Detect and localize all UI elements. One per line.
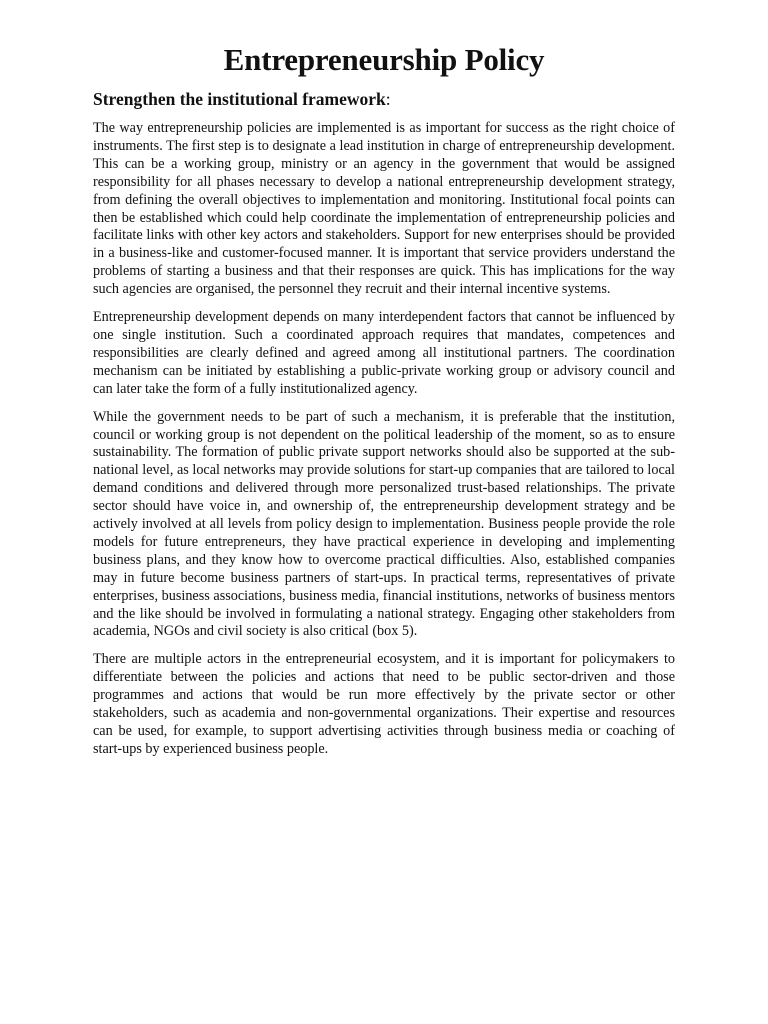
section-heading-colon: : (385, 89, 391, 109)
section-heading (93, 88, 675, 110)
paragraph-2: Entrepreneurship development depends on many interdependent factors that cannot be influenced by one single institution. Such a coordinated approach requires that mandates, competences and responsibilities are clearly defined and agreed among all institutional partners. The coordination mechanism can be initiated by establishing a public-private working group or advisory council and can later take the form of a fully institutionalized agency. (93, 309, 675, 397)
document-page (93, 40, 675, 769)
section-heading-text: Strengthen the institutional framework (93, 89, 386, 109)
paragraph-3: While the government needs to be part of such a mechanism, it is preferable that the institution, council or working group is not dependent on the political leadership of the moment, so as to ensure sustainability. The formation of public private support networks should also be supported at the sub-national level, as local networks may provide solutions for start-up companies that are tailored to local demand conditions and delivered through more personalized trust-based relationships. The private sector should have voice in, and ownership of, the entrepreneurship development strategy and be actively involved at all levels from policy design to implementation. Business people provide the role models for future entrepreneurs, they have practical experience in developing and implementing business plans, and they know how to overcome practical difficulties. Also, established companies may in future become business partners of start-ups. In practical terms, representatives of private enterprises, business associations, business media, financial institutions, networks of business mentors and the like should be involved in formulating a national strategy. Engaging other stakeholders from academia, NGOs and civil society is also critical (box 5). (93, 408, 675, 640)
paragraph-4: There are multiple actors in the entrepreneurial ecosystem, and it is important for policymakers to differentiate between the policies and actions that need to be public sector-driven and those programmes and actions that would be run more effectively by the private sector or other stakeholders, such as academia and non-governmental organizations. Their expertise and resources can be used, for example, to support advertising activities through business media or coaching of start-ups by experienced business people. (93, 651, 675, 757)
page-title: Entrepreneurship Policy (223, 42, 545, 77)
paragraph-1: The way entrepreneurship policies are implemented is as important for success as the right choice of instruments. The first step is to designate a lead institution in charge of entrepreneurship development. This can be a working group, ministry or an agency in the government that would be assigned responsibility for all phases necessary to develop a national entrepreneurship development strategy, from defining the overall objectives to implementation and monitoring. Institutional focal points can then be established which could help coordinate the implementation of entrepreneurship policies and facilitate links with other key actors and stakeholders. Support for new enterprises should be provided in a business-like and customer-focused manner. It is important that service providers understand the problems of starting a business and that their responses are quick. This has implications for the way such agencies are organised, the personnel they recruit and their internal incentive systems. (93, 120, 675, 298)
